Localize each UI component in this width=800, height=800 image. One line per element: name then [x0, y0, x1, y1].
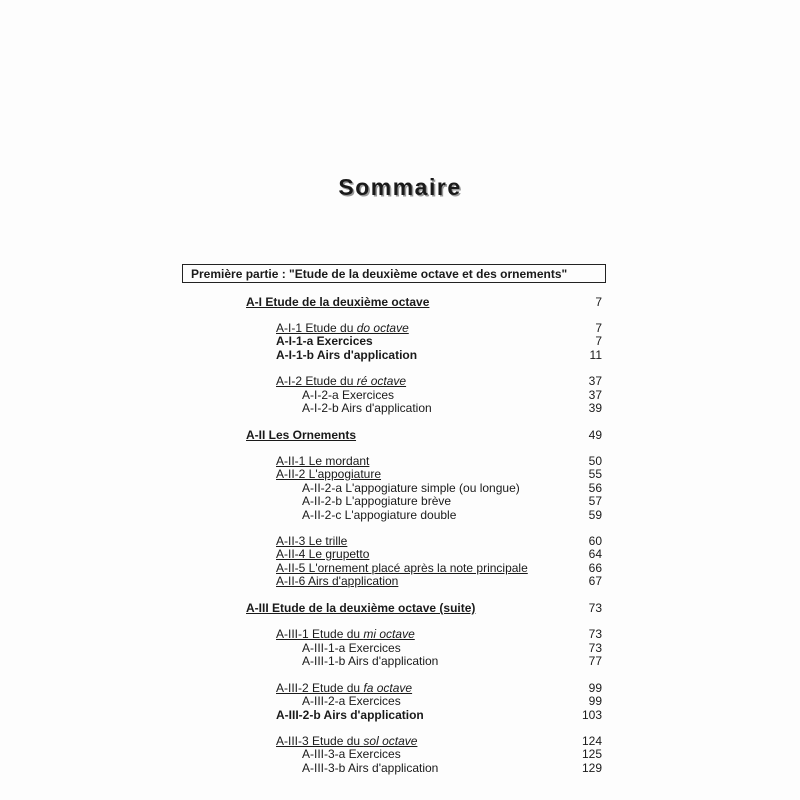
toc-page: 129 — [581, 761, 602, 775]
toc-label: A-III-1-a Exercices — [302, 641, 401, 655]
toc-entry[interactable] — [0, 574, 800, 588]
toc-label: A-I-1-a Exercices — [276, 334, 373, 348]
toc-page: 124 — [581, 734, 602, 748]
toc-page: 125 — [581, 747, 602, 761]
toc-label: A-III-3-b Airs d'application — [302, 761, 439, 775]
toc-entry[interactable] — [0, 708, 800, 722]
toc-entry[interactable] — [0, 388, 800, 402]
toc-entry[interactable] — [0, 428, 800, 442]
toc-label: A-I-2 Etude du ré octave — [276, 374, 407, 388]
toc-page: 99 — [588, 694, 602, 708]
toc-page: 37 — [588, 388, 602, 402]
toc-label: A-III-2 Etude du fa octave — [276, 681, 413, 695]
part-heading: Première partie : "Etude de la deuxième octave et des ornements" — [182, 264, 606, 283]
toc-page: 50 — [588, 454, 602, 468]
toc-label: A-III Etude de la deuxième octave (suite) — [246, 601, 476, 615]
toc-page: 60 — [588, 534, 602, 548]
toc-entry[interactable] — [0, 641, 800, 655]
toc-entry[interactable] — [0, 321, 800, 335]
toc-page: 37 — [588, 374, 602, 388]
toc-label: A-II-2 L'appogiature — [276, 467, 382, 481]
toc-label: A-II-6 Airs d'application — [276, 574, 399, 588]
toc-entry[interactable] — [0, 534, 800, 548]
toc-page: 73 — [588, 641, 602, 655]
toc-label: A-II-1 Le mordant — [276, 454, 370, 468]
toc-entry[interactable] — [0, 694, 800, 708]
toc-label: A-III-1 Etude du mi octave — [276, 627, 415, 641]
toc-entry[interactable] — [0, 761, 800, 775]
toc-entry[interactable] — [0, 467, 800, 481]
toc-entry[interactable] — [0, 454, 800, 468]
toc-page: 66 — [588, 561, 602, 575]
toc-entry[interactable] — [0, 654, 800, 668]
toc-page: 7 — [595, 295, 602, 309]
toc-label: A-III-1-b Airs d'application — [302, 654, 439, 668]
toc-entry[interactable] — [0, 601, 800, 615]
toc-label: A-I-1-b Airs d'application — [276, 348, 418, 362]
toc-entry[interactable] — [0, 295, 800, 309]
toc-entry[interactable] — [0, 681, 800, 695]
toc-page: 73 — [588, 601, 602, 615]
toc-page: 7 — [595, 334, 602, 348]
toc-label: A-II-2-b L'appogiature brève — [302, 494, 452, 508]
toc-entry[interactable] — [0, 508, 800, 522]
page-title: Sommaire — [338, 174, 462, 200]
toc-label: A-II Les Ornements — [246, 428, 357, 442]
toc-label: A-I Etude de la deuxième octave — [246, 295, 430, 309]
toc-label: A-II-3 Le trille — [276, 534, 348, 548]
toc-page: 103 — [581, 708, 602, 722]
toc-entry[interactable] — [0, 627, 800, 641]
toc-label: A-III-2-b Airs d'application — [276, 708, 424, 722]
toc-page: 56 — [588, 481, 602, 495]
toc-page: 55 — [588, 467, 602, 481]
toc-label: A-III-2-a Exercices — [302, 694, 401, 708]
toc-label: A-III-3-a Exercices — [302, 747, 401, 761]
toc-page: 67 — [588, 574, 602, 588]
toc-entry[interactable] — [0, 334, 800, 348]
toc-entry[interactable] — [0, 734, 800, 748]
toc-label: A-I-2-b Airs d'application — [302, 401, 432, 415]
toc-entry[interactable] — [0, 747, 800, 761]
toc-label: A-I-2-a Exercices — [302, 388, 395, 402]
toc-page: 11 — [589, 348, 602, 362]
toc-entry[interactable] — [0, 547, 800, 561]
toc-page: 59 — [588, 508, 602, 522]
toc-label: A-I-1 Etude du do octave — [276, 321, 409, 335]
toc-entry[interactable] — [0, 374, 800, 388]
toc-page: 39 — [588, 401, 602, 415]
toc-label: A-II-5 L'ornement placé après la note principale — [276, 561, 528, 575]
toc-label: A-II-4 Le grupetto — [276, 547, 370, 561]
toc-page: 73 — [588, 627, 602, 641]
toc-page: 77 — [588, 654, 602, 668]
toc-entry[interactable] — [0, 481, 800, 495]
toc-page: 49 — [588, 428, 602, 442]
toc-entry[interactable] — [0, 561, 800, 575]
toc-label: A-III-3 Etude du sol octave — [276, 734, 418, 748]
toc-page: 99 — [588, 681, 602, 695]
toc-entry[interactable] — [0, 348, 800, 362]
toc-page: 57 — [588, 494, 602, 508]
toc-entry[interactable] — [0, 401, 800, 415]
toc-label: A-II-2-c L'appogiature double — [302, 508, 457, 522]
toc-entry[interactable] — [0, 494, 800, 508]
toc-page: 7 — [595, 321, 602, 335]
toc-page: 64 — [588, 547, 602, 561]
toc-label: A-II-2-a L'appogiature simple (ou longue) — [302, 481, 520, 495]
